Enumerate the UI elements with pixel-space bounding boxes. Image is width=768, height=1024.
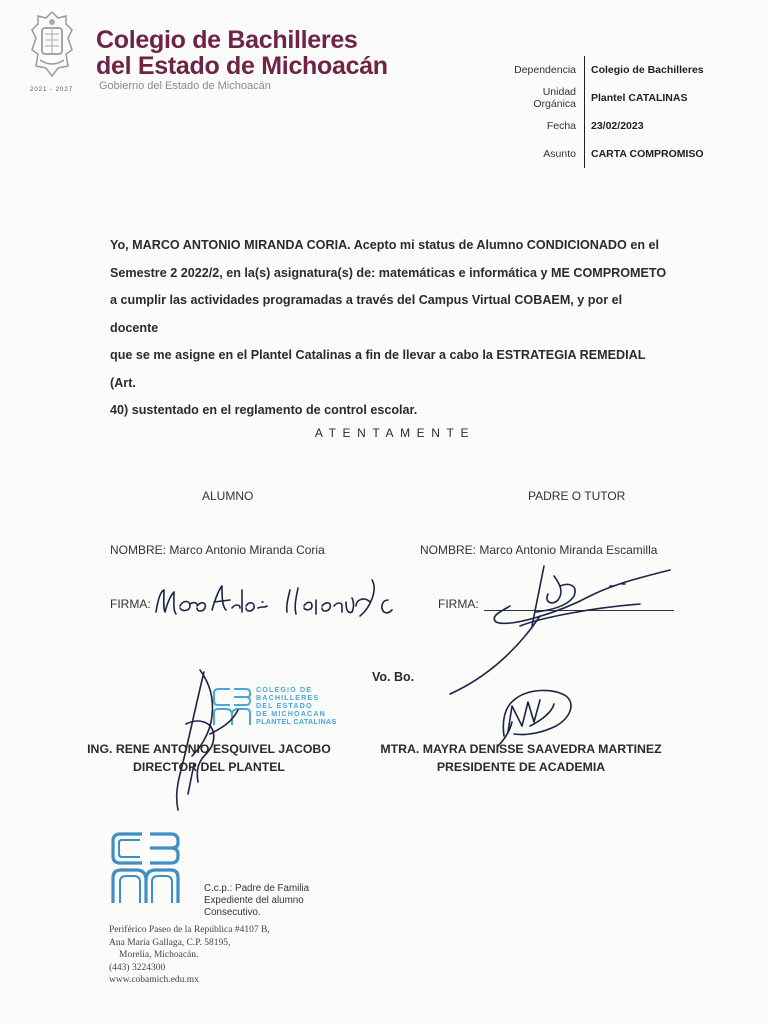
stamp-line: PLANTEL CATALINAS (256, 717, 337, 727)
director-signature-block (78, 740, 340, 776)
cobaem-logo (110, 830, 182, 906)
closing-atentamente: ATENTAMENTE (314, 426, 476, 440)
body-line: Semestre 2 2022/2, en la(s) asignatura(s) de: matemáticas e informática y ME COMPROMETO (110, 265, 667, 280)
stamp-text (256, 686, 337, 726)
director-handwritten-signature (166, 664, 246, 814)
address-line: Ana María Gallaga, C.P. 58195, (109, 937, 231, 948)
meta-value: Plantel CATALINAS (584, 84, 738, 112)
org-title-line2: del Estado de Michoacán (96, 52, 388, 80)
commitment-letter-body (110, 232, 670, 425)
tutor-firma-label: FIRMA: (438, 597, 479, 611)
role-tutor: PADRE O TUTOR (528, 489, 626, 503)
meta-row-asunto (498, 140, 738, 168)
meta-row-dependencia (498, 56, 738, 84)
document-metadata (498, 56, 738, 168)
alumno-firma-label: FIRMA: (110, 597, 151, 611)
ccp-line: Expediente del alumno (204, 895, 304, 906)
meta-row-unidad (498, 84, 738, 112)
meta-value: 23/02/2023 (584, 112, 738, 140)
alumno-handwritten-signature (150, 570, 400, 630)
academia-handwritten-signature (494, 686, 578, 748)
address-line: Morelia, Michoacán. (119, 950, 199, 961)
government-period: 2021 - 2027 (30, 87, 74, 93)
body-line: Yo, MARCO ANTONIO MIRANDA CORIA. Acepto mi status de Alumno CONDICIONADO en el (110, 238, 660, 252)
tutor-handwritten-signature (440, 556, 680, 696)
alumno-nombre: NOMBRE: Marco Antonio Miranda Coria (110, 543, 325, 557)
body-line: a cumplir las actividades programadas a través del Campus Virtual COBAEM, y por el docente (110, 293, 623, 335)
ccp-line: C.c.p.: Padre de Familia (204, 883, 310, 894)
address-phone: (443) 3224300 (109, 962, 166, 973)
meta-label: Asunto (543, 148, 576, 160)
meta-label: Fecha (546, 120, 576, 132)
address-line: Periférico Paseo de la República #4107 B, (109, 925, 270, 935)
org-subtitle: Gobierno del Estado de Michoacán (99, 80, 271, 92)
meta-value: Colegio de Bachilleres (584, 56, 738, 84)
academia-signature-block (374, 740, 668, 776)
director-title: DIRECTOR DEL PLANTEL (133, 760, 285, 774)
copy-recipients (204, 883, 309, 919)
director-name: ING. RENE ANTONIO ESQUIVEL JACOBO (87, 742, 331, 756)
academia-title: PRESIDENTE DE ACADEMIA (436, 760, 606, 774)
meta-value: CARTA COMPROMISO (584, 140, 738, 168)
org-title-line1: Colegio de Bachilleres (96, 26, 358, 54)
body-line: que se me asigne en el Plantel Catalinas a fin de llevar a cabo la ESTRATEGIA REMEDIAL (Art. (110, 348, 646, 390)
tutor-nombre: NOMBRE: Marco Antonio Miranda Escamilla (420, 543, 658, 557)
role-alumno: ALUMNO (202, 489, 254, 503)
stamp-line: BACHILLERES (256, 693, 320, 703)
body-line: 40) sustentado en el reglamento de control escolar. (110, 403, 418, 417)
visto-bueno-label: Vo. Bo. (372, 670, 415, 684)
academia-name: MTRA. MAYRA DENISSE SAAVEDRA MARTINEZ (380, 742, 662, 756)
state-seal-logo (28, 10, 76, 82)
stamp-line: DEL ESTADO (256, 701, 313, 711)
stamp-line: COLEGIO DE (256, 685, 313, 694)
institution-address (109, 924, 270, 987)
meta-row-fecha (498, 112, 738, 140)
address-website: www.cobamich.edu.mx (109, 975, 199, 986)
stamp-line: DE MICHOACAN (256, 709, 326, 719)
meta-label: Unidad Orgánica (533, 86, 576, 110)
meta-label: Dependencia (514, 64, 576, 76)
ccp-line: Consecutivo. (204, 907, 261, 918)
